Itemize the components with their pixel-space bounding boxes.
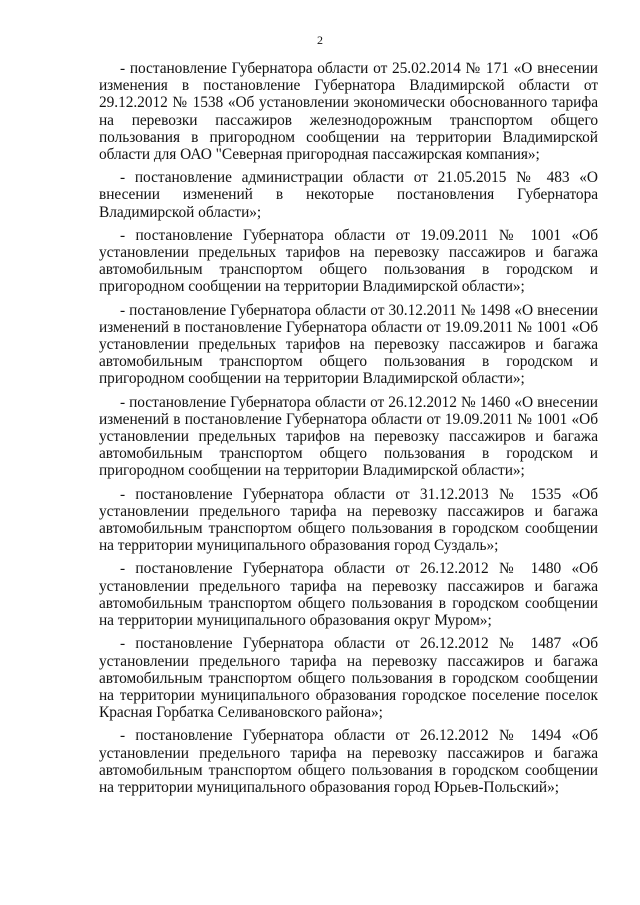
list-item: - постановление Губернатора области от 26.12.2012 № 1480 «Об установлении предельного тарифа на перевозку пассажиров и багажа автомобильным транспортом общего пользования в городском сообщении на территории муниципального образования округ Муром»; xyxy=(99,560,598,630)
page-number: 2 xyxy=(317,33,323,47)
list-item: - постановление Губернатора области от 26.12.2012 № 1460 «О внесении изменений в постановление Губернатора области от 19.09.2011 № 1001 «Об установлении предельных тарифов на перевозку пассажиров и багажа автомобильным транспортом общего пользования в городском и пригородном сообщении на территории Владимирской области»; xyxy=(99,393,598,480)
list-item: - постановление Губернатора области от 26.12.2012 № 1494 «Об установлении предельного тарифа на перевозку пассажиров и багажа автомобильным транспортом общего пользования в городском сообщении на территории муниципального образования город Юрьев-Польский»; xyxy=(99,727,598,796)
list-item: - постановление Губернатора области от 25.02.2014 № 171 «О внесении изменения в постановление Губернатора Владимирской области от 29.12.2012 № 1538 «Об установлении экономически обоснованного тарифа на перевозки пассажиров железнодорожным транспортом общего пользования в пригородном сообщении на территории Владимирской области для ОАО "Северная пригородная пассажирская компания»; xyxy=(99,60,598,164)
list-item: - постановление Губернатора области от 30.12.2011 № 1498 «О внесении изменений в постановление Губернатора области от 19.09.2011 № 1001 «Об установлении предельных тарифов на перевозку пассажиров и багажа автомобильным транспортом общего пользования в городском и пригородном сообщении на территории Владимирской области»; xyxy=(99,301,598,388)
list-item: - постановление администрации области от 21.05.2015 № 483 «О внесении изменений в некоторые постановления Губернатора Владимирской области»; xyxy=(99,169,598,221)
list-item: - постановление Губернатора области от 26.12.2012 № 1487 «Об установлении предельного тарифа на перевозку пассажиров и багажа автомобильным транспортом общего пользования в городском сообщении на территории муниципального образования городское поселение поселок Красная Горбатка Селивановского района»; xyxy=(99,635,598,722)
document-body xyxy=(99,60,598,802)
list-item: - постановление Губернатора области от 19.09.2011 № 1001 «Об установлении предельных тарифов на перевозку пассажиров и багажа автомобильным транспортом общего пользования в городском и пригородном сообщении на территории Владимирской области»; xyxy=(99,226,598,296)
list-item: - постановление Губернатора области от 31.12.2013 № 1535 «Об установлении предельного тарифа на перевозку пассажиров и багажа автомобильным транспортом общего пользования в городском сообщении на территории муниципального образования город Суздаль»; xyxy=(99,485,598,555)
